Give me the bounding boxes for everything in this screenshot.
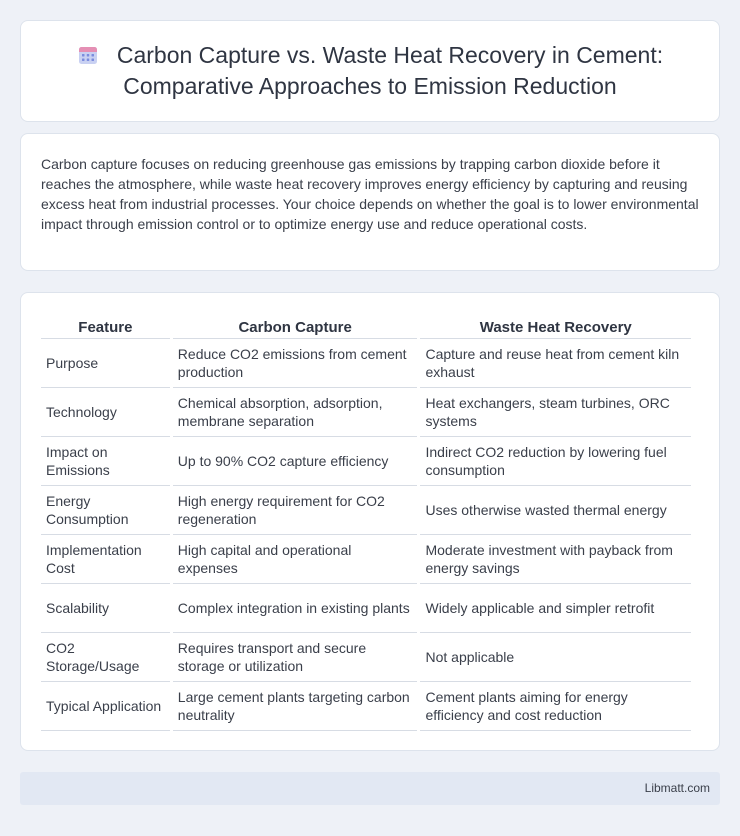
row-feature-cell: Typical Application <box>41 682 170 731</box>
table-row <box>41 682 691 731</box>
table-row <box>41 535 691 584</box>
footer <box>20 772 720 805</box>
header-feature: Feature <box>41 315 170 339</box>
header-waste-heat-recovery: Waste Heat Recovery <box>420 315 691 339</box>
comparison-table-card <box>20 292 720 751</box>
row-feature-cell: Impact on Emissions <box>41 437 170 486</box>
title-card <box>20 20 720 122</box>
row-feature-cell: Purpose <box>41 339 170 388</box>
row-carbon-capture-cell: Requires transport and secure storage or utilization <box>173 633 418 682</box>
row-feature-cell: Energy Consumption <box>41 486 170 535</box>
row-carbon-capture-cell: Large cement plants targeting carbon neutrality <box>173 682 418 731</box>
row-waste-heat-cell: Indirect CO2 reduction by lowering fuel consumption <box>420 437 691 486</box>
row-feature-cell: Technology <box>41 388 170 437</box>
footer-site-link[interactable]: Libmatt.com <box>644 781 710 795</box>
table-row <box>41 633 691 682</box>
row-carbon-capture-cell: Reduce CO2 emissions from cement production <box>173 339 418 388</box>
table-row <box>41 486 691 535</box>
table-row <box>41 584 691 633</box>
row-carbon-capture-cell: Up to 90% CO2 capture efficiency <box>173 437 418 486</box>
row-waste-heat-cell: Widely applicable and simpler retrofit <box>420 584 691 633</box>
row-carbon-capture-cell: High energy requirement for CO2 regeneration <box>173 486 418 535</box>
header-carbon-capture: Carbon Capture <box>173 315 418 339</box>
row-waste-heat-cell: Capture and reuse heat from cement kiln exhaust <box>420 339 691 388</box>
row-carbon-capture-cell: Chemical absorption, adsorption, membrane separation <box>173 388 418 437</box>
calendar-grid-icon <box>77 44 99 66</box>
row-feature-cell: Implementation Cost <box>41 535 170 584</box>
intro-text: Carbon capture focuses on reducing greenhouse gas emissions by trapping carbon dioxide before it reaches the atmosphere, while waste heat recovery improves energy efficiency by capturing and reusing excess heat from industrial processes. Your choice depends on whether the goal is to lower environmental impact through emission control or to optimize energy use and reduce operational costs. <box>41 156 699 232</box>
row-waste-heat-cell: Heat exchangers, steam turbines, ORC systems <box>420 388 691 437</box>
table-row <box>41 437 691 486</box>
row-carbon-capture-cell: Complex integration in existing plants <box>173 584 418 633</box>
row-feature-cell: CO2 Storage/Usage <box>41 633 170 682</box>
comparison-table <box>38 315 694 731</box>
table-header-row <box>41 315 691 339</box>
row-carbon-capture-cell: High capital and operational expenses <box>173 535 418 584</box>
row-waste-heat-cell: Moderate investment with payback from energy savings <box>420 535 691 584</box>
page-title: Carbon Capture vs. Waste Heat Recovery in Cement: Comparative Approaches to Emission Reduction <box>116 42 664 99</box>
table-row <box>41 388 691 437</box>
page-title-wrap <box>51 40 689 102</box>
intro-card <box>20 133 720 271</box>
table-row <box>41 339 691 388</box>
row-waste-heat-cell: Not applicable <box>420 633 691 682</box>
row-feature-cell: Scalability <box>41 584 170 633</box>
row-waste-heat-cell: Uses otherwise wasted thermal energy <box>420 486 691 535</box>
row-waste-heat-cell: Cement plants aiming for energy efficiency and cost reduction <box>420 682 691 731</box>
